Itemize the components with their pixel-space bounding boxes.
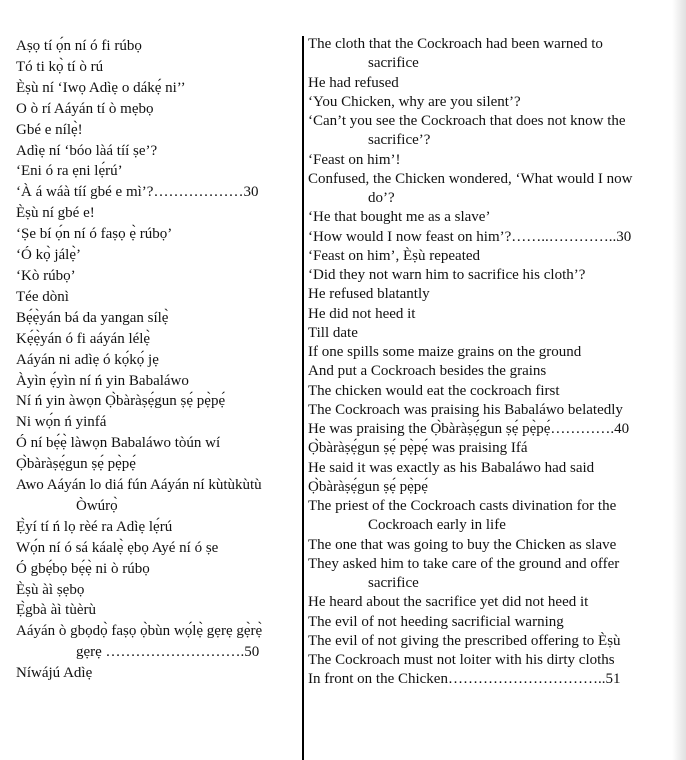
translation-line-continuation: sacrifice’? xyxy=(368,132,431,149)
yoruba-text-column xyxy=(16,36,298,684)
translation-line: He heard about the sacrifice yet did not heed it xyxy=(308,594,589,611)
verse-line: ‘Ó kọ̀ jálẹ̀’ xyxy=(16,247,81,264)
verse-line: Tée dònì xyxy=(16,288,69,305)
translation-line: The Cockroach was praising his Babaláwo belatedly xyxy=(308,401,623,418)
verse-line: O ò rí Aáyán tí ò mẹbọ xyxy=(16,100,154,117)
verse-line: Aṣọ tí ọ́n ní ó fi rúbọ xyxy=(16,38,142,54)
translation-line: The cloth that the Cockroach had been warned to xyxy=(308,36,603,52)
verse-line: Ni wọ́n ń yinfá xyxy=(16,414,107,431)
translation-line: He was praising the Ọ̀bàràṣẹ́gun ṣẹ́ pẹ̀pẹ́………….40 xyxy=(308,421,630,437)
verse-line: Níwájú Adìẹ xyxy=(16,665,93,682)
verse-line: Aáyán ò gbọdọ̀ faṣọ ọ̀bùn wọ́lẹ̀ gẹrẹ gẹ̀rẹ̀ xyxy=(16,623,263,640)
translation-line: Ọ̀bàràṣẹ́gun ṣẹ́ pẹ̀pẹ́ was praising Ifá xyxy=(308,440,528,457)
verse-line-continuation: Òwúrọ̀ xyxy=(76,497,118,514)
verse-line: Èṣù àì ṣẹbọ xyxy=(16,581,85,598)
translation-line: ‘Feast on him’! xyxy=(308,151,401,168)
verse-line: Awo Aáyán lo diá fún Aáyán ní kùtùkùtù xyxy=(16,477,262,494)
verse-line: Gbé e nílẹ̀! xyxy=(16,121,83,138)
translation-line: The one that was going to buy the Chicken as slave xyxy=(308,536,617,553)
verse-line: Aáyán ni adìẹ ó kọ́kọ́ jẹ xyxy=(16,351,159,368)
translation-line: ‘How would I now feast on him’?……..…………..30 xyxy=(308,228,632,245)
verse-line: Èṣù ní gbé e! xyxy=(16,205,95,222)
verse-line-continuation: gẹrẹ ……………………….50 xyxy=(76,644,260,661)
verse-line: ‘À á wáà tíí gbé e mì’?………………30 xyxy=(16,184,259,201)
translation-line: The Cockroach must not loiter with his dirty cloths xyxy=(308,652,615,668)
column-divider xyxy=(302,36,304,760)
verse-line: Ní ń yin àwọn Ọ̀bàràṣẹ́gun ṣẹ́ pẹ̀pẹ́ xyxy=(16,393,226,410)
translation-line: The chicken would eat the cockroach first xyxy=(308,382,560,399)
translation-line: He refused blatantly xyxy=(308,286,430,303)
translation-line: Till date xyxy=(308,324,358,341)
translation-line: They asked him to take care of the ground and offer xyxy=(308,555,620,572)
translation-line: Confused, the Chicken wondered, ‘What would I now xyxy=(308,170,633,187)
translation-line: In front on the Chicken…………………………..51 xyxy=(308,671,621,688)
page-edge-shadow xyxy=(672,0,686,760)
verse-line: Ẹ̀yí tí ń lọ rèé ra Adìẹ lẹ́rú xyxy=(16,518,173,535)
translation-line: He had refused xyxy=(308,74,399,91)
translation-line-continuation: sacrifice xyxy=(368,575,419,591)
verse-line: ‘Kò rúbọ’ xyxy=(16,267,76,284)
translation-line-continuation: Cockroach early in life xyxy=(368,517,506,534)
verse-line: Ọ̀bàràṣẹ́gun ṣẹ́ pẹ̀pẹ́ xyxy=(16,456,136,473)
translation-line: ‘He that bought me as a slave’ xyxy=(308,209,491,226)
verse-line: Ó ní bẹ́ẹ̀ làwọn Babaláwo tòún wí xyxy=(16,435,221,452)
translation-line: The evil of not giving the prescribed offering to Èṣù xyxy=(308,632,621,649)
translation-line: ‘You Chicken, why are you silent’? xyxy=(308,93,521,110)
verse-line: Ó gbẹ́bọ bẹ́ẹ̀ ni ò rúbọ xyxy=(16,560,150,577)
translation-line: ‘Did they not warn him to sacrifice his cloth’? xyxy=(308,267,586,283)
translation-line: Ọ̀bàràṣẹ́gun ṣẹ́ pẹ̀pẹ́ xyxy=(308,478,428,495)
verse-line: Kẹ́ẹ̀yán ó fi aáyán lélẹ̀ xyxy=(16,330,151,347)
verse-line: Wọ́n ní ó sá káalẹ̀ ẹbọ Ayé ní ó ṣe xyxy=(16,539,219,556)
translation-line-continuation: do’? xyxy=(368,190,395,206)
verse-line: Èṣù ní ‘Iwọ Adìẹ o dákẹ́ ni’’ xyxy=(16,79,186,96)
verse-line: Àyìn ẹ́yìn ní ń yin Babaláwo xyxy=(16,372,189,389)
translation-line-continuation: sacrifice xyxy=(368,55,419,72)
verse-line: Adìẹ ní ‘bóo làá tíí ṣe’? xyxy=(16,142,158,159)
verse-line: Bẹ́ẹ̀yán bá da yangan sílẹ̀ xyxy=(16,309,169,326)
translation-line: ‘Feast on him’, Èṣù repeated xyxy=(308,247,481,264)
translation-line: ‘Can’t you see the Cockroach that does not know the xyxy=(308,113,626,129)
translation-line: He did not heed it xyxy=(308,305,416,322)
verse-line: Tó ti kọ̀ tí ò rú xyxy=(16,58,104,75)
verse-line: ‘Ṣe bí ọ́n ní ó faṣọ ẹ̀ rúbọ’ xyxy=(16,226,173,243)
translation-line: And put a Cockroach besides the grains xyxy=(308,363,547,380)
translation-line: If one spills some maize grains on the ground xyxy=(308,344,582,360)
verse-line: ‘Eni ó ra ẹni lẹ́rú’ xyxy=(16,163,123,180)
english-translation-column xyxy=(308,35,679,690)
verse-line: Ẹ̀gbà àì tùèrù xyxy=(16,602,96,619)
translation-line: The priest of the Cockroach casts divination for the xyxy=(308,498,617,514)
translation-line: The evil of not heeding sacrificial warning xyxy=(308,613,564,630)
translation-line: He said it was exactly as his Babaláwo had said xyxy=(308,459,595,476)
